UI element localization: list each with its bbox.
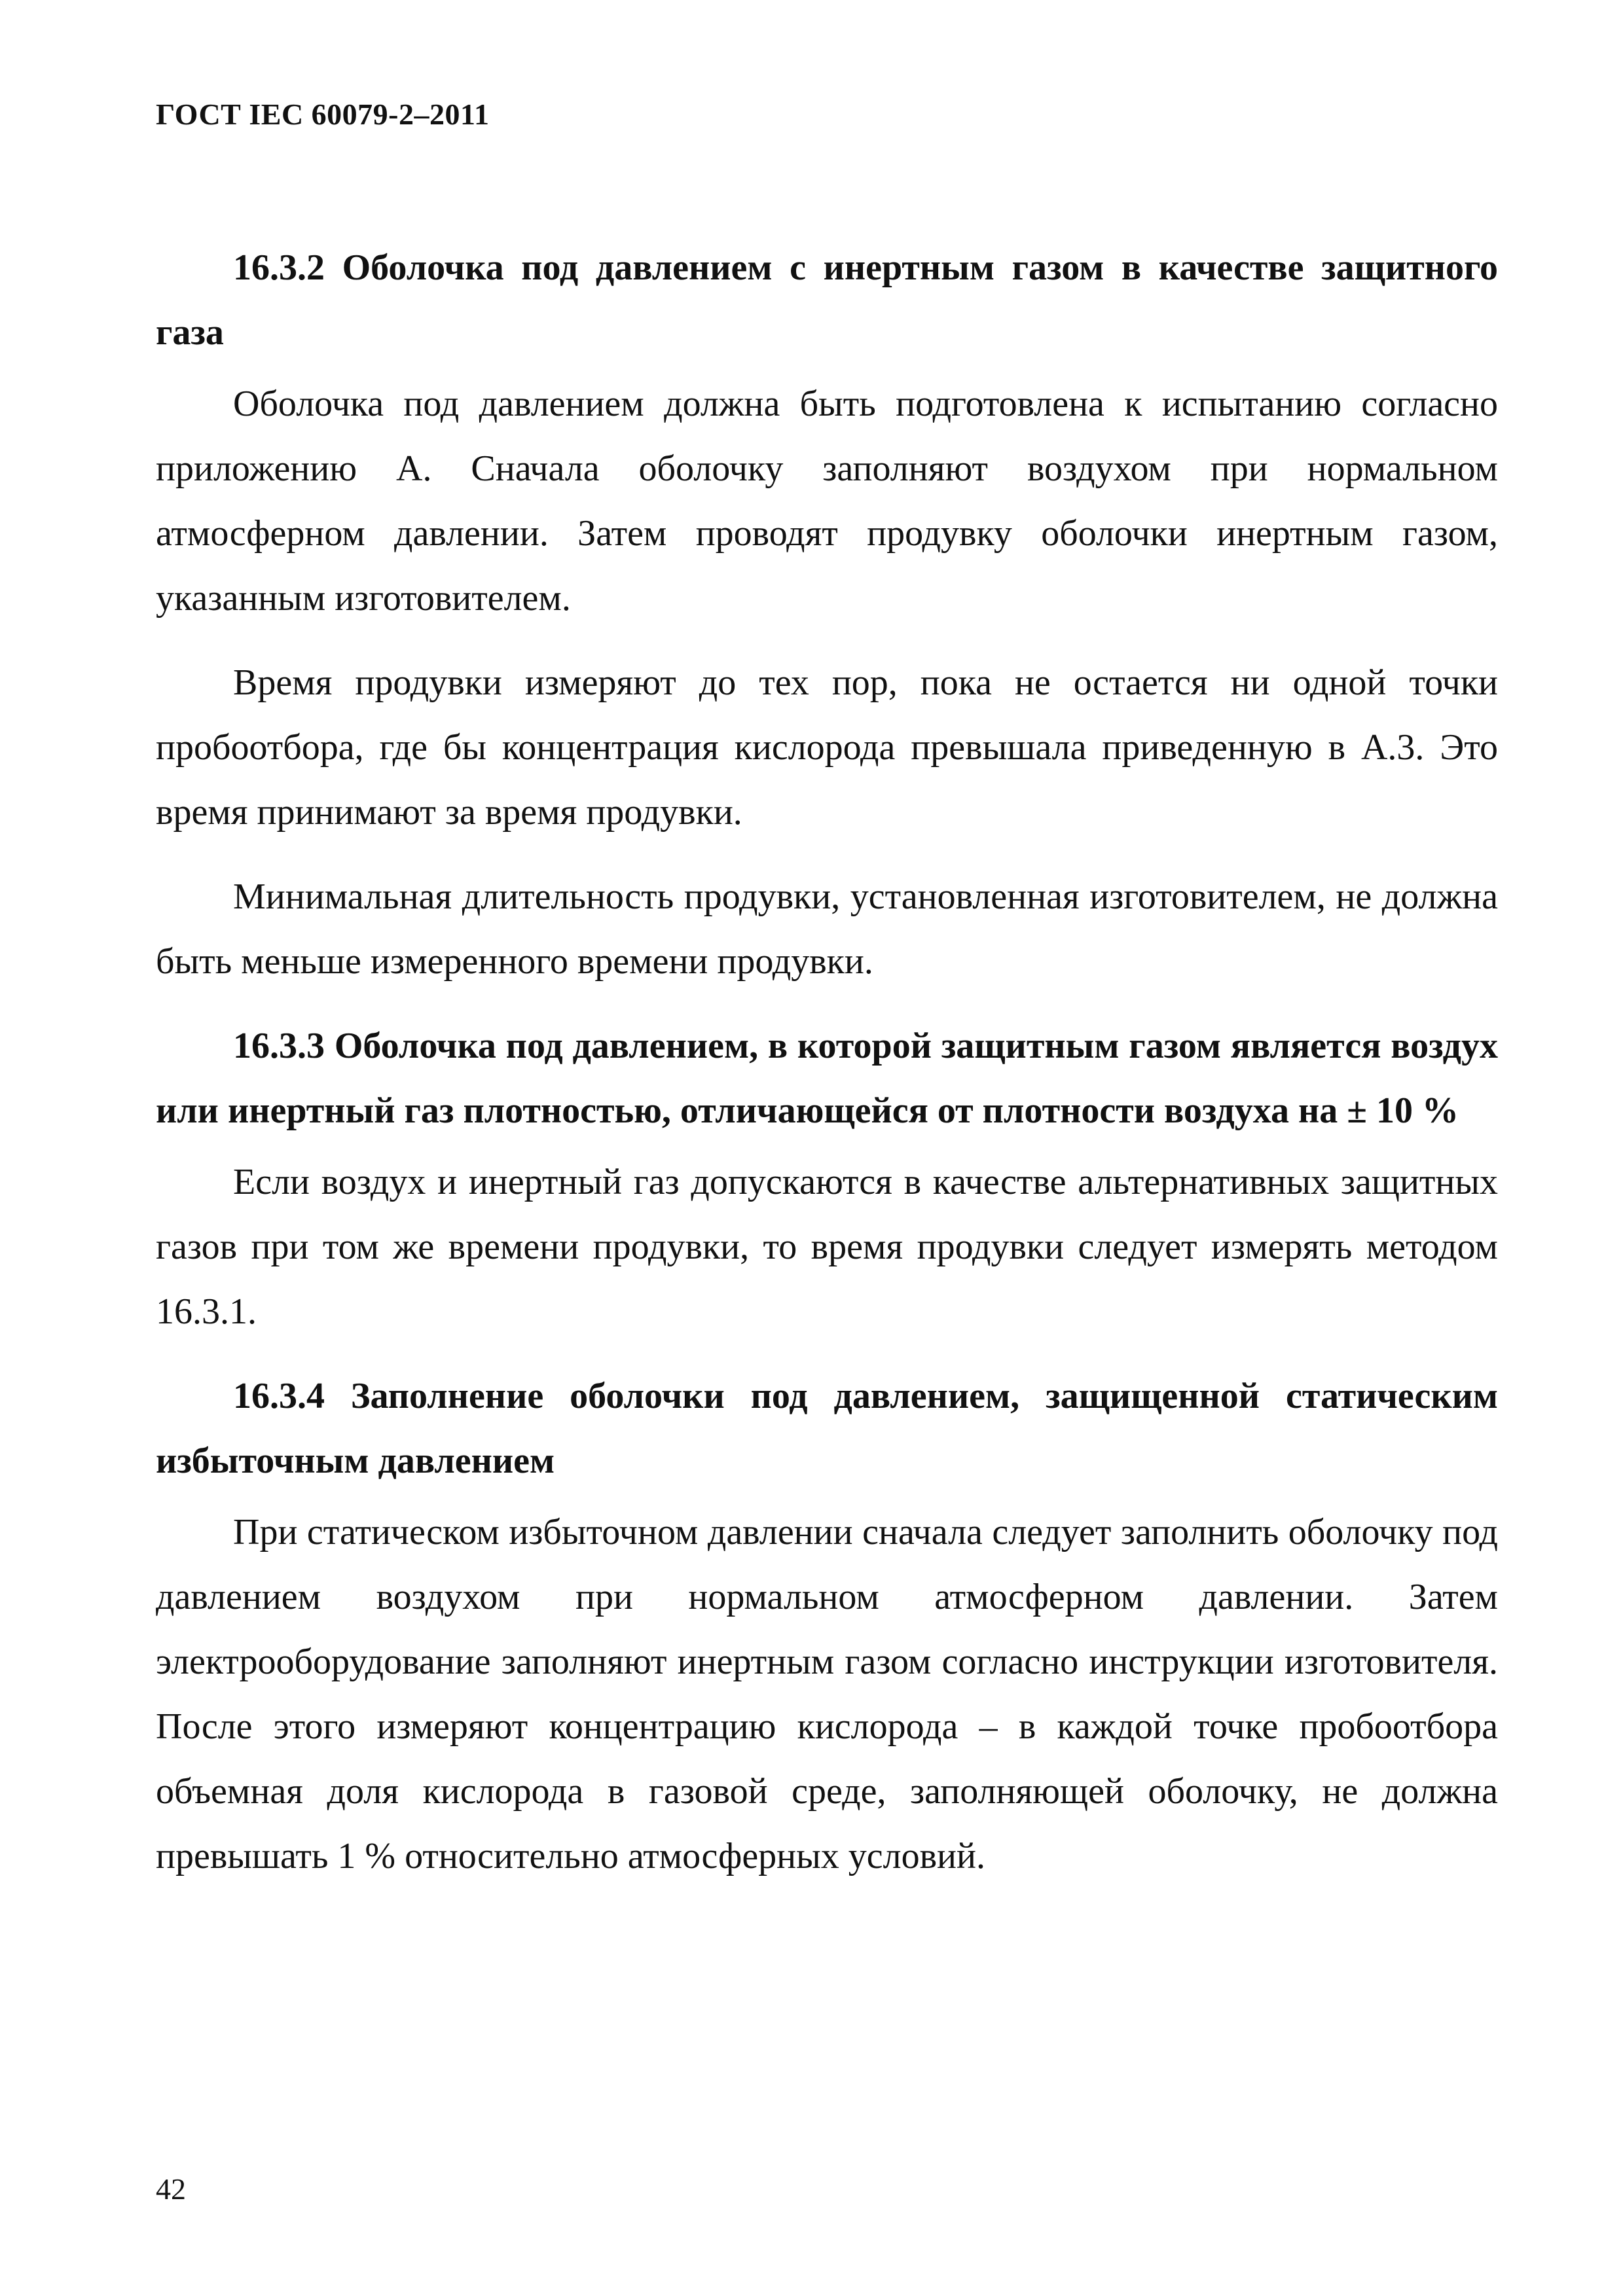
page-number: 42 — [156, 2172, 186, 2206]
section-16-3-3 — [156, 1014, 1498, 1344]
section-heading: 16.3.2 Оболочка под давлением с инертным газом в качестве защитного газа — [156, 247, 1498, 353]
paragraph: При статическом избыточном давлении сначала следует заполнить оболочку под давлением воздухом при нормальном атмосферном давлении. Затем электрооборудование заполняют инертным газом согласно инструкции изготовителя. После этого измеряют концентрацию кислорода – в каждой точке пробоотбора объемная доля кислорода в газовой среде, заполняющей оболочку, не должна превышать 1 % относительно атмосферных условий. — [156, 1512, 1498, 1876]
paragraph: Минимальная длительность продувки, установленная изготовителем, не должна быть меньше измеренного времени продувки. — [156, 876, 1498, 982]
document-body — [156, 236, 1498, 1909]
section-16-3-4 — [156, 1364, 1498, 1889]
paragraph: Оболочка под давлением должна быть подготовлена к испытанию согласно приложению А. Сначала оболочку заполняют воздухом при нормальном атмосферном давлении. Затем проводят продувку оболочки инертным газом, указанным изготовителем. — [156, 384, 1498, 619]
paragraph: Время продувки измеряют до тех пор, пока не остается ни одной точки пробоотбора, где бы концентрация кислорода превышала приведенную в А.3. Это время принимают за время продувки. — [156, 662, 1498, 833]
section-heading: 16.3.3 Оболочка под давлением, в которой защитным газом является воздух или инертный газ плотностью, отличающейся от плотности воздуха на ± 10 % — [156, 1026, 1498, 1131]
standard-header: ГОСТ IEC 60079-2–2011 — [156, 98, 490, 131]
section-heading: 16.3.4 Заполнение оболочки под давлением, защищенной статическим избыточным давлением — [156, 1376, 1498, 1481]
paragraph: Если воздух и инертный газ допускаются в качестве альтернативных защитных газов при том же времени продувки, то время продувки следует измерять методом 16.3.1. — [156, 1162, 1498, 1332]
section-16-3-2 — [156, 236, 1498, 994]
